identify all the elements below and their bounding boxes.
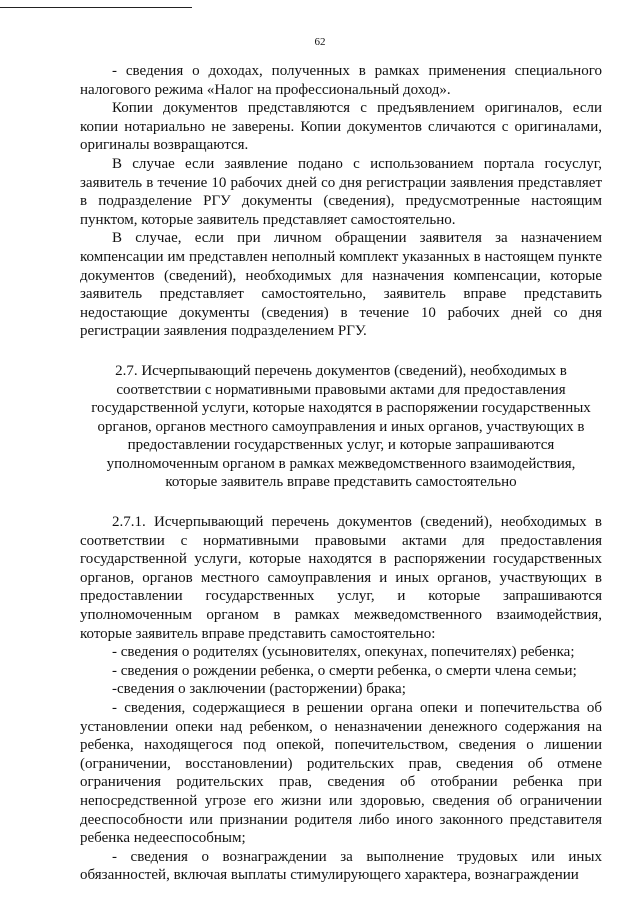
section-heading: 2.7. Исчерпывающий перечень документов (сведений), необходимых в соответствии с нормативными правовыми актами для предоставления государственной услуги, которые находятся в распоряжении государственных органов, органов местного самоуправления и иных органов, участвующих в предоставлении государственных услуг, и которые запрашиваются уполномоченным органом в рамках межведомственного взаимодействия, которые заявитель вправе представить самостоятельно (91, 362, 591, 491)
list-item-parents: - сведения о родителях (усыновителях, опекунах, попечителях) ребенка; (112, 644, 575, 661)
document-body (80, 62, 602, 885)
paragraph-copies: Копии документов представляются с предъявлением оригиналов, если копии нотариально не заверены. Копии документов сличаются с оригиналами, оригиналы возвращаются. (80, 100, 602, 154)
paragraph-income-info: - сведения о доходах, полученных в рамках применения специального налогового режима «Налог на профессиональный доход». (80, 63, 602, 98)
list-item-marriage: -сведения о заключении (расторжении) брака; (112, 681, 406, 698)
page-number: 62 (314, 36, 326, 48)
section-intro: 2.7.1. Исчерпывающий перечень документов (сведений), необходимых в соответствии с нормативными правовыми актами для предоставления государственной услуги, которые находятся в распоряжении государственных органов, органов местного самоуправления и иных органов, участвующих в предоставлении государственных услуг, и которые запрашиваются уполномоченным органом в рамках межведомственного взаимодействия, которые заявитель вправе представить самостоятельно: (80, 514, 602, 642)
paragraph-incomplete-set: В случае, если при личном обращении заявителя за назначением компенсации им представлен неполный комплект указанных в настоящем пункте документов (сведений), необходимых для назначения компенсации, которые заявитель представляет самостоятельно, заявитель вправе представить недостающие документы (сведения) в течение 10 рабочих дней со дня регистрации заявления подразделением РГУ. (80, 230, 602, 340)
list-item-remuneration: - сведения о вознаграждении за выполнение трудовых или иных обязанностей, включая выплаты стимулирующего характера, вознаграждении (80, 848, 602, 884)
top-rule (0, 7, 192, 8)
list-item-guardianship: - сведения, содержащиеся в решении органа опеки и попечительства об установлении опеки над ребенком, о неназначении денежного содержания на ребенка, находящегося под опекой, попечительством, сведения о лишении (ограничении, восстановлении) родительских прав, сведения об отмене ограничения родительских прав, сведения об отобрании ребенка при непосредственной угрозе его жизни или здоровью, сведения об ограничении дееспособности или признании родителя либо иного законного представителя ребенка недееспособным; (80, 700, 602, 847)
paragraph-portal: В случае если заявление подано с использованием портала госуслуг, заявитель в течение 10 рабочих дней со дня регистрации заявления представляет в подразделение РГУ документы (сведения), предусмотренные настоящим пунктом, которые заявитель представляет самостоятельно. (80, 155, 602, 228)
list-item-birth-death: - сведения о рождении ребенка, о смерти ребенка, о смерти члена семьи; (112, 662, 577, 679)
